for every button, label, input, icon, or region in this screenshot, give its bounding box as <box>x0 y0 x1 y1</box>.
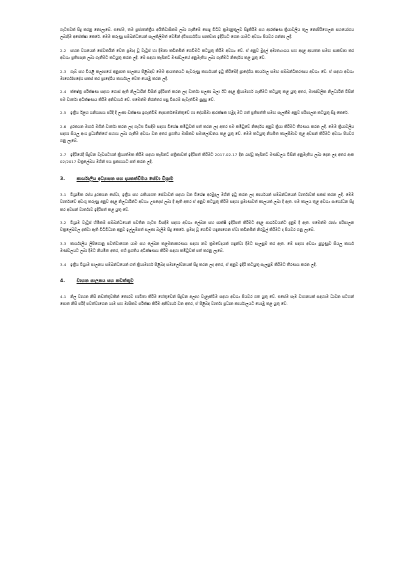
paragraph <box>60 109 354 116</box>
paragraph-text: ඉත්‍රීය ඊළඟ ශනිශාසය පරිදි දී ලංකා ඩක්ෂණ ඉගැන්වීම් දෙපාර්තමේන්තුවේ හා දේශසීමා ආරක්ෂක හමුදා මට ගත් ප්‍රතිපත්ති සමඟ සැලකීම අනුව පරිපාලන කටයුතු සිදු කෙරේ. <box>70 110 349 116</box>
paragraph-text: කාර්යාලීය ලිපිගොනු පවත්වාගෙන යාම සහ ලේඛන කළමනාකරණය සඳහා නව ක්‍රමවේදයක් හඳුන්වා දීමට සැලසුම් කර ඇත. මේ සඳහා අවශ්‍ය පුහුණුව සියලු කාර්ය මණ්ඩලයට ලබා දීමට නියමිත අතර, එහි ප්‍රගතිය අධීක්ෂණය කිරීම සඳහා කමිටුවක් පත් කරනු ලැබේ. <box>60 240 354 254</box>
paragraph-text: නිල වාහන නිසි නඩත්තුවකින් තොරව භාවිතා කිරීම හේතුවෙන් සිදුවන අලාභ වැළැක්වීම සඳහා අවශ්‍ය පියවර ගත යුතු වේ. එසේම සෑම වාහනයක් සඳහාම ධාවන සටහන් පොත නිසි පරිදි පවත්වාගෙන යාම සහ මාසිකව පරීක්ෂා කිරීම අනිවාර්ය වන අතර, ඒ පිළිබඳ වාර්තා ප්‍රධාන කාර්යාලයට යොමු කළ යුතු වේ. <box>60 293 354 307</box>
paragraph-group-section-3 <box>60 191 354 268</box>
paragraph <box>60 88 354 103</box>
paragraph <box>60 191 354 213</box>
paragraph <box>60 123 354 145</box>
section-number: 4. <box>60 278 65 284</box>
paragraph-number: 2.2 <box>60 47 67 53</box>
paragraph-number: 3.2 <box>60 219 67 225</box>
paragraph <box>60 68 354 83</box>
paragraph-number: 2.6 <box>60 123 67 129</box>
paragraph-text: දූරකථන මාර්ග මගින් වාර්තා කරන ලද ගැටළු විසඳීම සඳහා විශේෂ කමිටුවක් පත් කරන ලද අතර එම කමිටුවේ නිර්දේශ අනුව ක්‍රියා කිරීමට තීරණය කරන ලදී. මෙම ක්‍රියාවලිය සඳහා සියලු අංශ ප්‍රධානීන්ගේ සහාය ලබා ගැනීම අවශ්‍ය වන අතර ප්‍රගතිය මාසිකව සමාලෝචනය කළ යුතු වේ. මෙම කටයුතු නියමිත කාලසීමාව තුළ අවසන් කිරීමට අවශ්‍ය පියවර ගනු ලැබේ. <box>60 123 354 144</box>
paragraph-text: ගැබ් සහ වියළි කලාපයේ අනුපාත පාලනය පිළිබඳව මෙම ආයතනයට පැවරුණු කාර්යයන් ඉටු කිරීමේදී ප්‍රාදේශීය කාර්යාල සමඟ සම්බන්ධීකරණය අවශ්‍ය වේ. ඒ සඳහා අවශ්‍ය මාර්ගෝපදේශ සකස් කර ප්‍රාදේශීය කාර්යාල වෙත යොමු කරන ලදී. <box>60 68 354 82</box>
paragraph-number: 2.5 <box>60 110 67 116</box>
paragraph-text: ඉදිරියේදී සිදුවන වැඩසටහන් ක්‍රියාත්මක කිරීම සඳහා කැබිනට් පත්‍රිකාවක් ඉදිරිපත් කිරීමට 2017.02.17 දින රැස්වූ කැබිනට් මණ්ඩලය විසින් අනුමැතිය ලබා දෙන ලද අතර අංක 02/2017 චක්‍රලේඛය මගින් එය ප්‍රකාශයට පත් කරන ලදී. <box>60 151 354 165</box>
section-number: 3. <box>60 176 65 182</box>
paragraph-group-section-4 <box>60 293 354 308</box>
paragraph-text: ගැටළුවක් සිදු කරනු නොලැබේ. එසේම, තම ප්‍රජාතන්ත්‍රීය අයිතිවාසිකම් ලබා ගැනීමේ පොදු විධිව ක්‍රමානුකූලව සිදුකිරීම සහ ආරක්ෂණ ක්‍රියාවලිය තුල නොපිරිහෙලන සහයෝගය ලබාදීම අපේක්ෂා කෙරේ. මෙම කරුණු සම්බන්ධයෙන් සැලකිලිමත් වෙමින් ද්විපාර්ශවීය සාකච්ඡා ඉදිරියට ගෙන යාමට අවශ්‍ය පියවර ගන්නා ලදී. <box>60 27 354 40</box>
paragraph-number: 3.1 <box>60 191 67 197</box>
paragraph-text: ඉත්‍රීය විශ්‍රාම පාලනය සම්බන්ධයෙන් ගත් ක්‍රියාමාර්ග පිළිබඳ සමාලෝචනයක් සිදු කරන ලද අතර, ඒ අනුව ඉදිරි කටයුතු සැලසුම් කිරීමට තීරණය කරන ලදී. <box>70 261 317 267</box>
paragraph-text: විශ්‍රාමික රජය දූරකථන සේවා, ඉත්‍රීය සහ රැකියාගත සේවාවන් සඳහා වන විශේෂ අරමුදල මගින් ඉටු කරන ලද කාර්යයන් සම්බන්ධයෙන් වාර්තාවක් සකස් කරන ලදී. මෙම වාර්තාවේ අඩංගු කරුණු අනුව අදාළ නිලධාරීන්ට අවශ්‍ය උපදෙස් ලබා දී ඇති අතර ඒ අනුව කටයුතු කිරීම සඳහා ප්‍රමාණවත් කාලයක් ලබා දී ඇත. එම කාලය තුළ අවශ්‍ය සංශෝධන සිදු කර අවසන් වාර්තාව ඉදිරිපත් කළ යුතු වේ. <box>60 191 354 212</box>
section-title: වාහන පාලනය සහ නඩත්තුව <box>76 278 134 284</box>
section-title: කාර්යාලීය අධ්‍යාපන සහ දායකත්වීමය සේවා විශ්‍රාම <box>76 176 174 182</box>
paragraph-number: 2.3 <box>60 68 67 74</box>
paragraph <box>60 240 354 255</box>
paragraph-number: 3.4 <box>60 261 67 267</box>
paragraph <box>60 26 354 41</box>
paragraph <box>60 151 354 166</box>
paragraph-text: සහන වශයෙන් සේවකයින් වෙත ප්‍රමාද වූ වැටුප් හා දීමනා කඩිනමින් ගෙවීමට කටයුතු කිරීම අවශ්‍ය වේ. ඒ අනුව මුදල් අමාත්‍යාංශය සහ අදාළ ආයතන සමඟ සාකච්ඡා කර අවශ්‍ය ප්‍රතිපාදන ලබා ගැනීමට කටයුතු කරන ලදී. මේ සඳහා කැබිනට් මණ්ඩලයේ අනුමැතිය ලබා ගැනීමට නිර්දේශ කළ යුතු වේ. <box>60 47 354 61</box>
paragraph-number: 4.1 <box>60 293 67 299</box>
paragraph <box>60 219 354 234</box>
paragraph-group-top <box>60 26 354 166</box>
paragraph <box>60 293 354 308</box>
paragraph-number: 3.3 <box>60 240 67 246</box>
section-heading-3 <box>60 176 354 183</box>
paragraph <box>60 261 354 268</box>
paragraph-text: විශ්‍රාම වැටුප් හිමිකම් සම්බන්ධයෙන් පවතින ගැටළු විසඳීම සඳහා අවශ්‍ය ලේඛන සහ සාක්ෂි ඉදිරිපත් කිරීමට අදාළ පාර්ශවයන්ට දැනුම් දී ඇත. එමෙන්ම රාජ්‍ය පරිපාලන චක්‍රලේඛවල දක්වා ඇති විධිවිධාන අනුව ඉල්ලුම්පත් සලකා බැලීම සිදු කෙරේ. ප්‍රමාද වූ ගෙවීම් හඳුනාගෙන ඒවා කඩිනමින් නිරවුල් කිරීමට ද පියවර ගනු ලැබේ. <box>60 219 354 233</box>
paragraph <box>60 47 354 62</box>
paragraph-text: ක්ෂේත්‍ර පරීක්ෂණ සඳහා ගොස් ඇති නිලධාරීන් විසින් ඉදිරිපත් කරන ලද වාර්තා සලකා බලා ඊට අදාළ ක්‍රියාමාර්ග ගැනීමට කටයුතු කළ යුතු අතර, මාණ්ඩලික නිලධාරීන් විසින් එම වාර්තා අධීක්ෂණය කිරීම අනිවාර්ය වේ. එමෙන්ම නිරන්තර පසු විපරම් පැවැත්වීම සුදුසු වේ. <box>60 89 354 102</box>
section-heading-4 <box>60 278 354 285</box>
paragraph-number: 2.4 <box>60 89 67 95</box>
paragraph-number: 2.7 <box>60 151 67 157</box>
